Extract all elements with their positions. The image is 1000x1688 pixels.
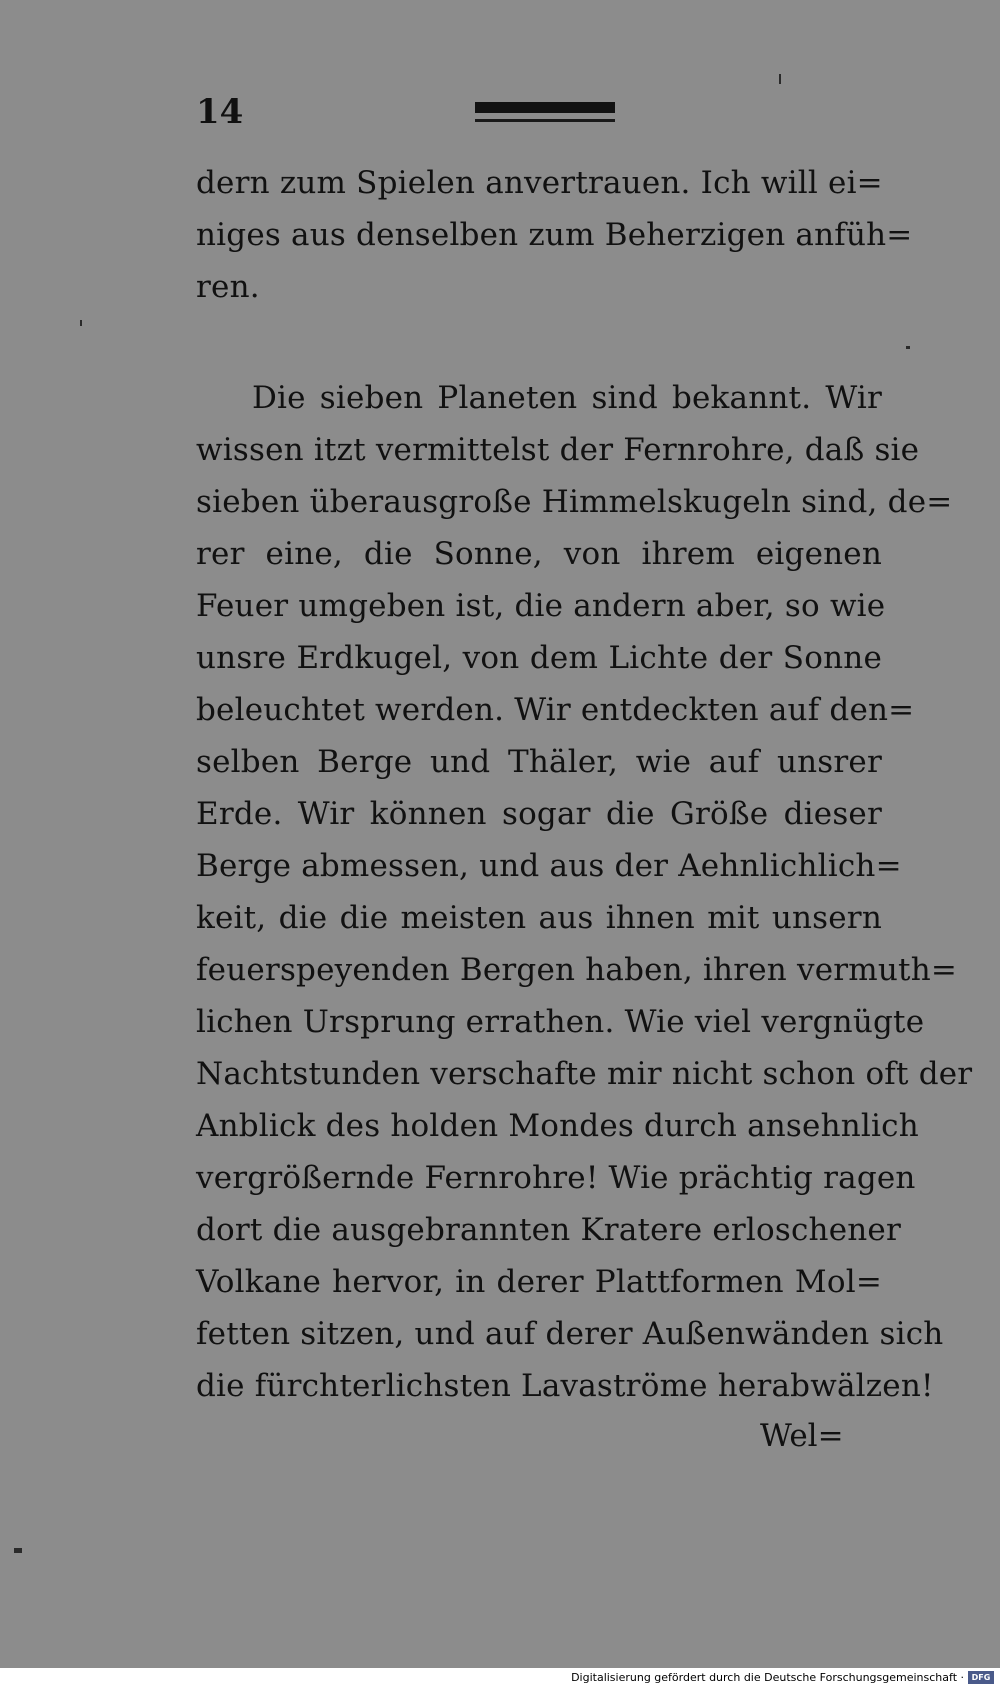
- header-rule-thin: [475, 119, 615, 122]
- text-line: Nachtstunden verschafte mir nicht schon oft der: [196, 1056, 973, 1092]
- digitization-footer: [0, 1668, 1000, 1688]
- text-line: lichen Ursprung errathen. Wie viel vergnügte: [196, 1004, 925, 1040]
- catchword: Wel=: [760, 1418, 844, 1454]
- text-line: beleuchtet werden. Wir entdeckten auf den=: [196, 692, 915, 728]
- text-line: ren.: [196, 269, 260, 305]
- scan-speck: [779, 74, 781, 84]
- text-line: Volkane hervor, in derer Plattformen Mol=: [196, 1264, 882, 1300]
- page-number: 14: [196, 92, 244, 132]
- text-line: keit, die die meisten aus ihnen mit unsern: [196, 900, 882, 936]
- text-line: niges aus denselben zum Beherzigen anfüh=: [196, 217, 913, 253]
- dfg-logo: DFG: [968, 1671, 994, 1684]
- scan-speck: [906, 346, 910, 349]
- scan-speck: [14, 1548, 22, 1553]
- text-line: dern zum Spielen anvertrauen. Ich will ei=: [196, 165, 883, 201]
- text-line: Erde. Wir können sogar die Größe dieser: [196, 796, 882, 832]
- text-line: rer eine, die Sonne, von ihrem eigenen: [196, 536, 882, 572]
- paragraph-2: [196, 372, 973, 1412]
- text-line: sieben überausgroße Himmelskugeln sind, de=: [196, 484, 953, 520]
- header-rule: [475, 102, 615, 124]
- text-line: Die sieben Planeten sind bekannt. Wir: [252, 380, 882, 416]
- text-line: vergrößernde Fernrohre! Wie prächtig ragen: [196, 1160, 916, 1196]
- text-line: Berge abmessen, und aus der Aehnlichlich=: [196, 848, 902, 884]
- text-line: die fürchterlichsten Lavaströme herabwälzen!: [196, 1368, 934, 1404]
- text-line: dort die ausgebrannten Kratere erloschener: [196, 1212, 901, 1248]
- paragraph-1: [196, 157, 913, 313]
- text-line: Feuer umgeben ist, die andern aber, so wie: [196, 588, 886, 624]
- text-line: feuerspeyenden Bergen haben, ihren vermuth=: [196, 952, 958, 988]
- footer-credit: Digitalisierung gefördert durch die Deutsche Forschungsgemeinschaft ·: [571, 1671, 964, 1684]
- text-line: selben Berge und Thäler, wie auf unsrer: [196, 744, 882, 780]
- text-line: fetten sitzen, und auf derer Außenwänden sich: [196, 1316, 944, 1352]
- text-line: Anblick des holden Mondes durch ansehnlich: [196, 1108, 919, 1144]
- text-line: wissen itzt vermittelst der Fernrohre, daß sie: [196, 432, 920, 468]
- scan-speck: [80, 320, 82, 326]
- text-line: unsre Erdkugel, von dem Lichte der Sonne: [196, 640, 882, 676]
- header-rule-thick: [475, 102, 615, 113]
